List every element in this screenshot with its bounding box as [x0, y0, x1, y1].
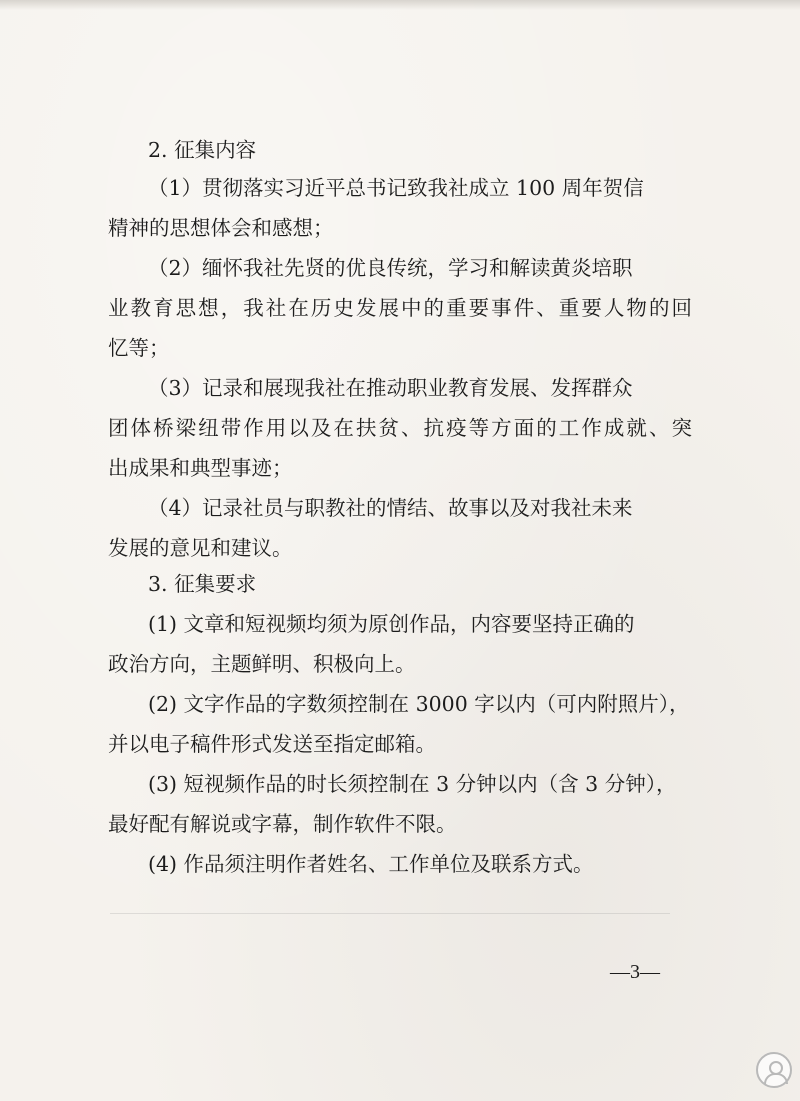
section-3-item-4-line-1: (4) 作品须注明作者姓名、工作单位及联系方式。 — [148, 852, 594, 876]
section-2-item-2-line-3: 忆等； — [108, 336, 170, 360]
section-2-item-3-line-2: 团体桥梁纽带作用以及在扶贫、抗疫等方面的工作成就、突 — [108, 416, 692, 440]
section-2-heading: 2. 征集内容 — [148, 138, 257, 162]
user-avatar-icon — [756, 1052, 792, 1088]
section-2-item-3-line-3: 出成果和典型事迹； — [108, 456, 293, 480]
section-2-item-4-line-1: （4）记录社员与职教社的情结、故事以及对我社未来 — [148, 496, 633, 520]
section-2-item-2-line-1: （2）缅怀我社先贤的优良传统，学习和解读黄炎培职 — [148, 256, 633, 280]
scan-shadow — [0, 0, 800, 10]
section-3-item-3-line-1: (3) 短视频作品的时长须控制在 3 分钟以内（含 3 分钟）， — [148, 772, 677, 796]
page-number: —3— — [610, 961, 660, 983]
section-3-item-1-line-1: (1) 文章和短视频均须为原创作品，内容要坚持正确的 — [148, 612, 635, 636]
section-2-item-3-line-1: （3）记录和展现我社在推动职业教育发展、发挥群众 — [148, 376, 633, 400]
footer-rule — [110, 913, 670, 914]
section-3-item-2-line-1: (2) 文字作品的字数须控制在 3000 字以内（可内附照片）， — [148, 692, 690, 716]
section-3-item-1-line-2: 政治方向，主题鲜明、积极向上。 — [108, 652, 416, 676]
section-3-heading: 3. 征集要求 — [148, 572, 257, 596]
avatar-shoulders-shape — [764, 1073, 788, 1084]
section-3-item-2-line-2: 并以电子稿件形式发送至指定邮箱。 — [108, 732, 436, 756]
section-2-item-4-line-2: 发展的意见和建议。 — [108, 536, 293, 560]
section-2-item-2-line-2: 业教育思想，我社在历史发展中的重要事件、重要人物的回 — [108, 296, 692, 320]
section-2-item-1-line-2: 精神的思想体会和感想； — [108, 216, 334, 240]
section-2-item-1-line-1: （1）贯彻落实习近平总书记致我社成立 100 周年贺信 — [148, 176, 644, 200]
section-3-item-3-line-2: 最好配有解说或字幕，制作软件不限。 — [108, 812, 457, 836]
